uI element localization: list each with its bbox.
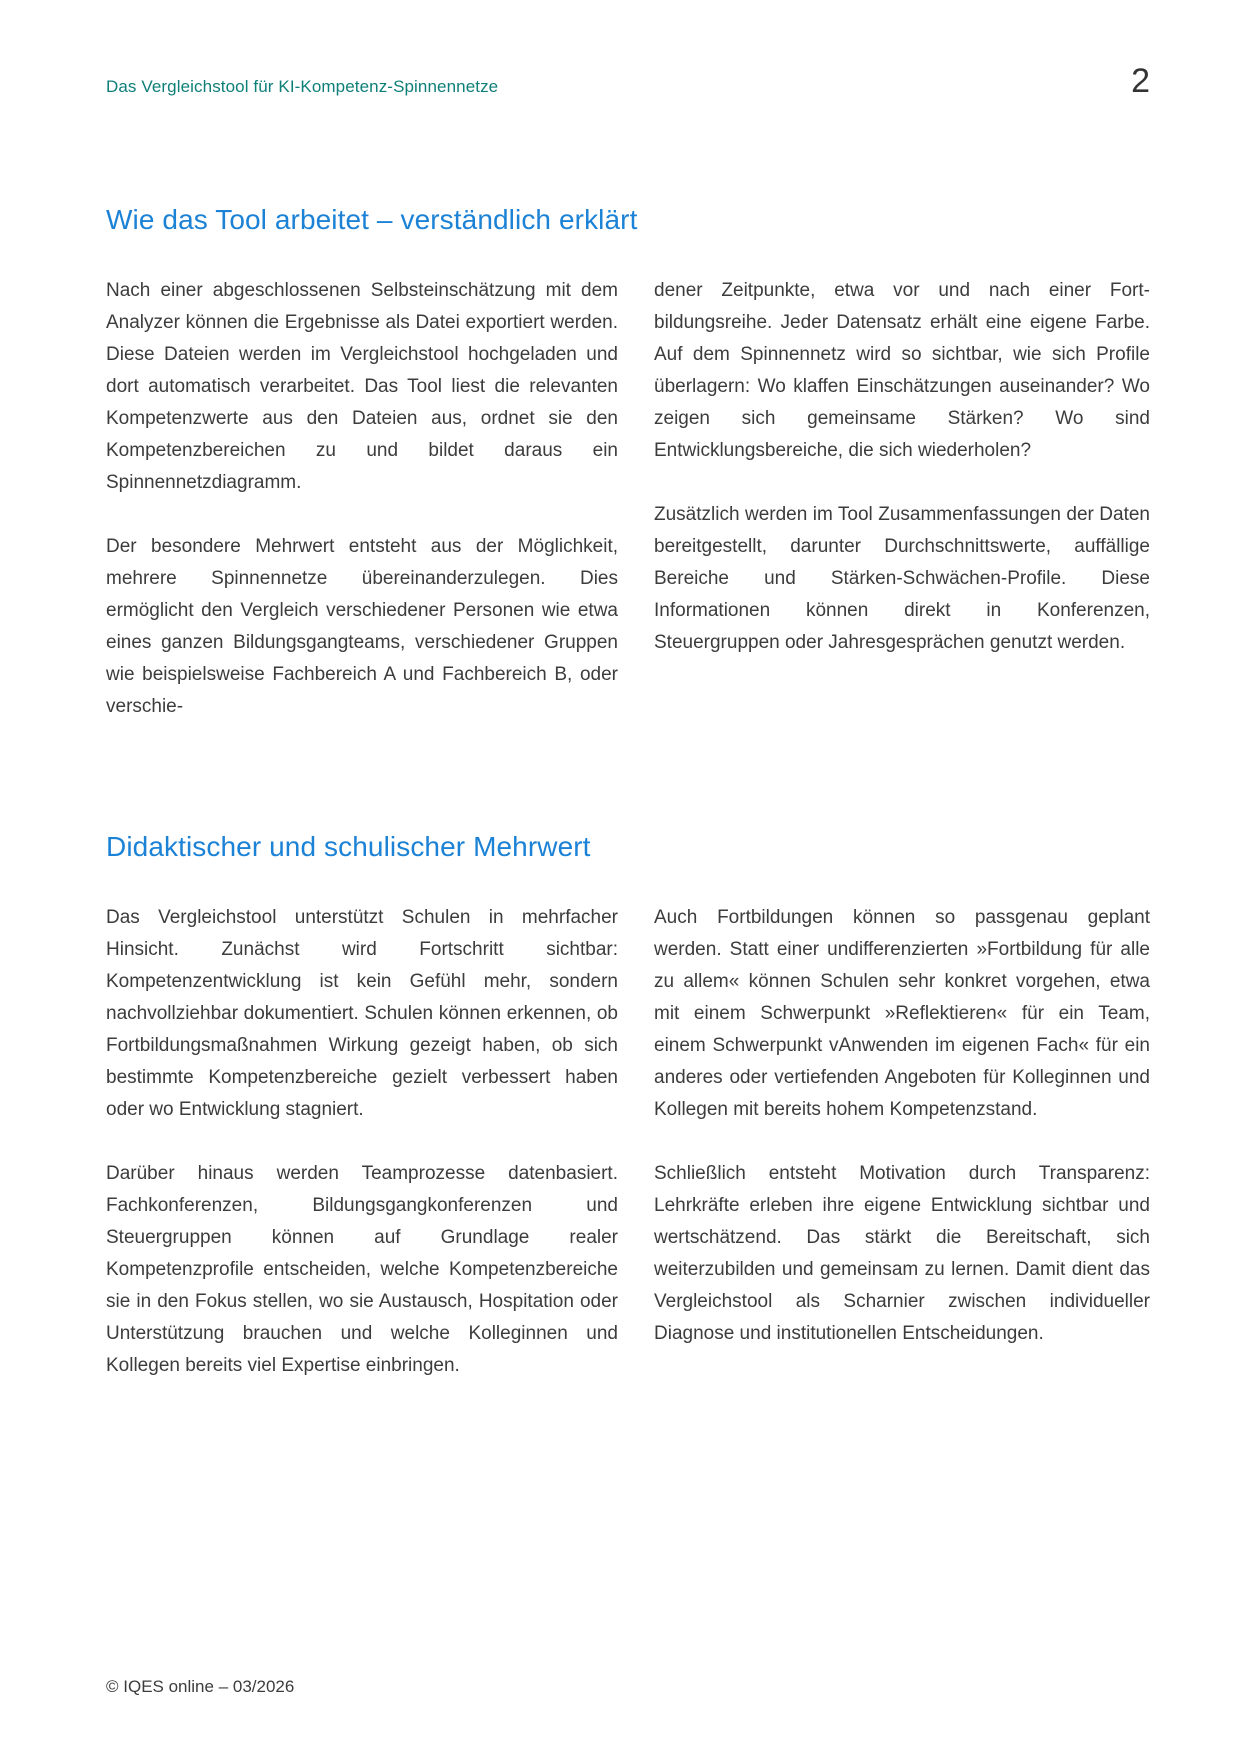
right-column (654, 275, 1150, 723)
paragraph: Darüber hinaus werden Teamprozesse datenbasiert. Fachkonferenzen, Bildungsgangkonferenzen und Steuergruppen können auf Grundlage realer Kompetenzprofile entscheiden, welche Kompetenzbereiche sie in den Fokus stellen, wo sie Austausch, Hospitation oder Unterstützung brauchen und welche Kolleginnen und Kollegen bereits viel Expertise einbringen. (106, 1163, 618, 1376)
left-column (106, 275, 618, 723)
page-header (106, 62, 1150, 101)
section-how-the-tool-works (106, 203, 1150, 723)
page-number: 2 (1131, 62, 1150, 100)
paragraph: Der besondere Mehrwert entsteht aus der Möglichkeit, mehrere Spinnennetze übereinanderzulegen. Dies ermöglicht den Vergleich verschiedener Personen wie etwa eines ganzen Bildungsgangteams, verschiedener Gruppen wie beispielsweise Fachbereich A und Fachbereich B, oder verschie- (106, 536, 618, 717)
two-column-text (106, 902, 1150, 1382)
section-heading: Wie das Tool arbeitet – verständlich erklärt (106, 204, 638, 235)
paragraph: Das Vergleichstool unterstützt Schulen in mehrfacher Hinsicht. Zunächst wird Fortschritt sichtbar: Kompetenzentwicklung ist kein Gefühl mehr, sondern nachvollziehbar dokumentiert. Schulen können erkennen, ob Fortbildungsmaßnahmen Wirkung gezeigt haben, ob sich bestimmte Kompetenzbereiche gezielt verbessert haben oder wo Entwicklung stagniert. (106, 907, 618, 1120)
left-column (106, 902, 618, 1382)
two-column-text (106, 275, 1150, 723)
page-footer (106, 1677, 294, 1697)
section-didactic-value (106, 830, 1150, 1382)
paragraph: Schließlich entsteht Motivation durch Transparenz: Lehrkräfte erleben ihre eigene Entwicklung sichtbar und wertschätzend. Das stärkt die Bereitschaft, sich weiterzubilden und gemeinsam zu lernen. Damit dient das Vergleichstool als Scharnier zwischen individueller Diagnose und institutionellen Entscheidungen. (654, 1163, 1150, 1344)
right-column (654, 902, 1150, 1382)
paragraph: dener Zeitpunkte, etwa vor und nach einer Fortbildungsreihe. Jeder Datensatz erhält eine eigene Farbe. Auf dem Spinnennetz wird so sichtbar, wie sich Profile überlagern: Wo klaffen Einschätzungen auseinander? Wo zeigen sich gemeinsame Stärken? Wo sind Entwicklungsbereiche, die sich wiederholen? (654, 280, 1150, 461)
paragraph: Nach einer abgeschlossenen Selbsteinschätzung mit dem Analyzer können die Ergebnisse als Datei exportiert werden. Diese Dateien werden im Vergleichstool hochgeladen und dort automatisch verarbeitet. Das Tool liest die relevanten Kompetenzwerte aus den Dateien aus, ordnet sie den Kompetenzbereichen zu und bildet daraus ein Spinnennetzdiagramm. (106, 280, 618, 493)
section-heading: Didaktischer und schulischer Mehrwert (106, 831, 591, 862)
copyright-notice: © IQES online – 03/2026 (106, 1677, 295, 1696)
paragraph: Auch Fortbildungen können so passgenau geplant werden. Statt einer undifferenzierten »Fortbildung für alle zu allem« können Schulen sehr konkret vorgehen, etwa mit einem Schwerpunkt »Reflektieren« für ein Team, einem Schwerpunkt vAnwenden im eigenen Fach« für ein anderes oder vertiefenden Angeboten für Kolleginnen und Kollegen mit bereits hohem Kompetenzstand. (654, 907, 1150, 1120)
paragraph: Zusätzlich werden im Tool Zusammenfassungen der Daten bereitgestellt, darunter Durchschnittswerte, auffällige Bereiche und Stärken-Schwächen-Profile. Diese Informationen können direkt in Konferenzen, Steuergruppen oder Jahresgesprächen genutzt werden. (654, 504, 1150, 653)
running-title: Das Vergleichstool für KI-Kompetenz-Spinnennetze (106, 77, 499, 96)
